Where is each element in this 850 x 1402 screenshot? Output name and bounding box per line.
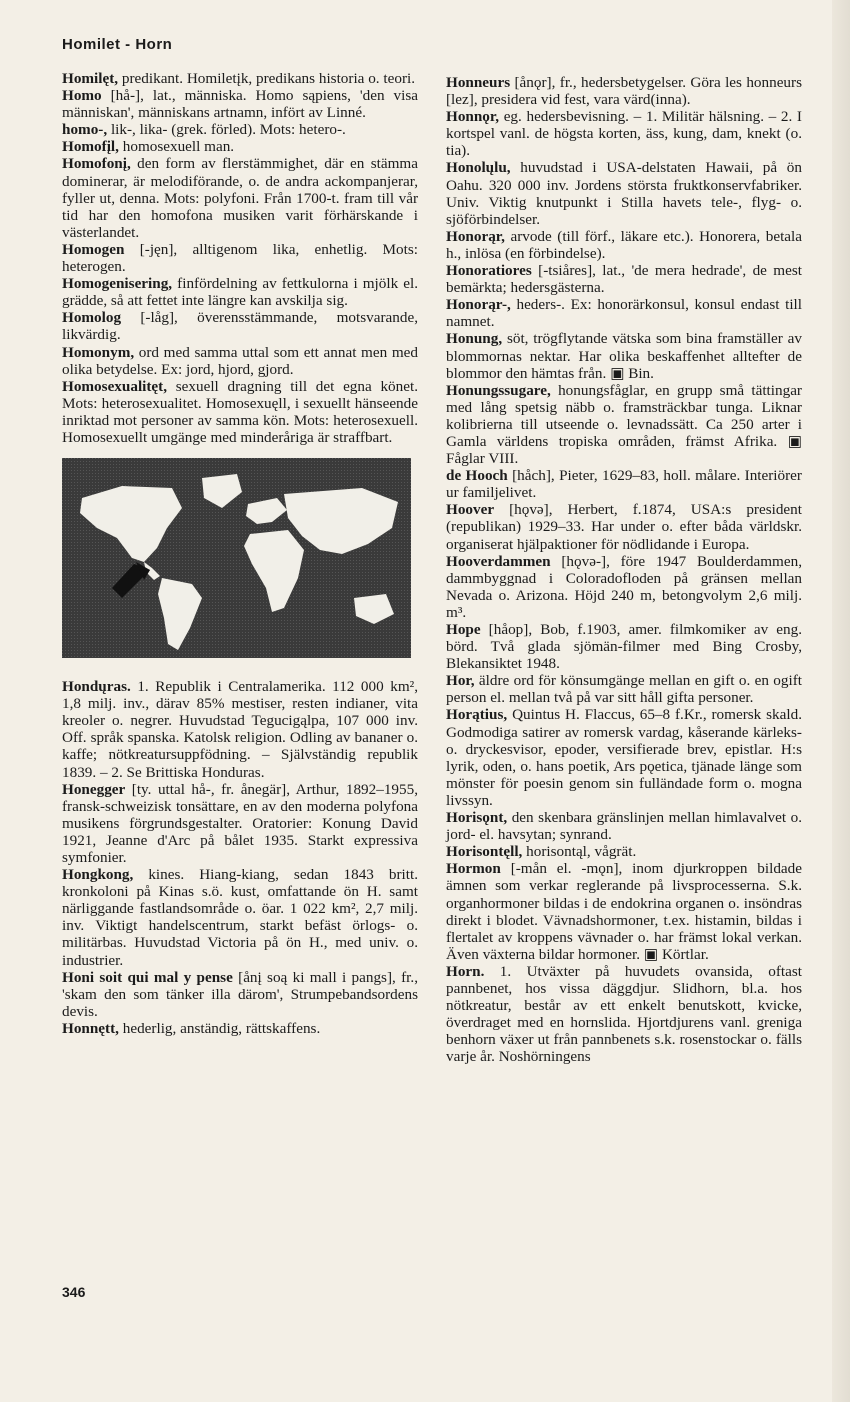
entry-definition: ord med samma uttal som ett annat men med olika betydelse. Ex: jord, hjord, gjord. [62, 343, 418, 378]
dictionary-entry [446, 843, 802, 860]
entry-headword: Honorąr-, [446, 296, 511, 314]
entry-definition: huvudstad i USA-delstaten Hawaii, på ön Oahu. 320 000 inv. Jordens största fruktkonservfabriker. Univ. Viktig knutpunkt i Stilla havets tele-, flyg- o. sjöförbindelser. [446, 159, 802, 228]
dictionary-entry [62, 87, 418, 121]
entry-headword: Homofįl, [62, 138, 119, 156]
entry-headword: Horątius, [446, 706, 508, 724]
entry-definition: [håch], Pieter, 1629–83, holl. målare. Interiörer ur familjelivet. [446, 467, 802, 502]
dictionary-entry [446, 501, 802, 552]
entry-definition: [hå-], lat., människa. Homo sąpiens, 'den visa människan', människans artnamn, infört av Linné. [62, 87, 418, 122]
dictionary-entry [62, 121, 418, 138]
dictionary-entry [62, 344, 418, 378]
running-head: Homilet - Horn [62, 36, 173, 53]
right-column [446, 74, 802, 1065]
dictionary-entry [446, 553, 802, 621]
entry-headword: Honungssugare, [446, 381, 551, 399]
entry-definition: [håop], Bob, f.1903, amer. filmkomiker av eng. börd. Två glada sjömän-filmer med Bing Crosby, Blekansiktet 1948. [446, 621, 802, 673]
dictionary-entry [62, 275, 418, 309]
entry-headword: Hongkong, [62, 866, 134, 884]
dictionary-entry [446, 706, 802, 809]
entry-definition: finfördelning av fettkulorna i mjölk el. grädde, så att fettet inte längre kan avskilja sig. [62, 275, 418, 310]
entry-headword: Hormon [446, 860, 501, 878]
dictionary-entry [62, 138, 418, 155]
entry-definition: 1. Utväxter på huvudets ovansida, oftast pannbenet, hos vissa däggdjur. Slidhorn, bl.a. hos nötkreatur, består av ett enkelt benutskott, kvicke, överdraget med en hornslida. Hjortdjurens vanl. greniga benhorn växer ut från pannbenets s.k. rosenstockar o. fälls varje år. Noshörningens [446, 962, 802, 1066]
dictionary-entry [62, 155, 418, 240]
entry-headword: Homofonį, [62, 155, 131, 173]
entry-headword: Honegger [62, 780, 126, 798]
entry-headword: Hooverdammen [446, 552, 551, 570]
entry-definition: [ånį soą ki mall i pangs], fr., 'skam den som tänker illa därom', Strumpebandsordens devis. [62, 968, 418, 1020]
dictionary-entry [446, 809, 802, 843]
dictionary-entry [62, 678, 418, 781]
dictionary-entry [62, 70, 418, 87]
entry-definition: horisontąl, vågrät. [522, 843, 637, 861]
entry-definition: 1. Republik i Centralamerika. 112 000 km², 1,8 milj. inv., därav 85% mestiser, resten indianer, vita kreoler o. negrer. Huvudstad Tegucigąlpa, 107 000 inv. Off. språk spanska. Katolsk religion. Odling av bananer o. kaffe; nötkreatursuppfödning. – Självständig republik 1839. – 2. Se Brittiska Honduras. [62, 678, 418, 781]
world-map-image [62, 458, 411, 658]
entry-headword: Honoratiores [446, 262, 532, 280]
dictionary-entry [62, 969, 418, 1020]
entry-headword: Honung, [446, 330, 503, 348]
entry-headword: de Hooch [446, 467, 508, 485]
entry-headword: Homo [62, 87, 102, 105]
entry-headword: Hondųras. [62, 678, 131, 696]
entry-headword: Honnǫr, [446, 108, 500, 126]
entry-definition: lik-, lika- (grek. förled). Mots: hetero-. [107, 121, 346, 139]
dictionary-entry [62, 241, 418, 275]
dictionary-entry [446, 228, 802, 262]
entry-headword: Honorąr, [446, 227, 505, 245]
entry-headword: Hoover [446, 501, 495, 519]
dictionary-entry [446, 159, 802, 227]
entry-headword: Honnętt, [62, 1019, 119, 1037]
entry-definition: hederlig, anständig, rättskaffens. [118, 1019, 321, 1037]
entry-headword: Homosexualitęt, [62, 377, 168, 395]
entry-definition: kines. Hiang-kiang, sedan 1843 britt. kronkoloni på Kinas s.ö. kust, omfattande ön H. samt närliggande fastlandsområde o. öar. 1 022 km², 2,7 milj. inv. Viktigt handelscentrum, starkt befäst örlogs- o. militärbas. Huvudstad Victoria på ön H., med univ. o. industrier. [62, 866, 418, 969]
dictionary-entry [62, 1020, 418, 1037]
dictionary-entry [62, 866, 418, 969]
entry-definition: heders-. Ex: honorärkonsul, konsul endast till namnet. [446, 296, 802, 331]
page-number: 346 [62, 1284, 86, 1300]
entry-headword: Honi soit qui mal y pense [62, 968, 233, 986]
entry-headword: Horisontęll, [446, 843, 523, 861]
entry-definition: predikant. Homiletįk, predikans historia o. teori. [118, 70, 416, 87]
entry-headword: Horn. [446, 962, 485, 980]
entry-definition: [-låg], överensstämmande, motsvarande, likvärdig. [62, 309, 418, 344]
dictionary-entry [446, 74, 802, 108]
entry-definition: [-jęn], alltigenom lika, enhetlig. Mots: heterogen. [62, 240, 418, 276]
entry-headword: Horisǫnt, [446, 809, 508, 827]
entry-definition: Quintus H. Flaccus, 65–8 f.Kr., romersk skald. Godmodiga satirer av romersk vardag, kåserande kärleks- o. dryckesvisor, epoder, versifierade brev, epistlar. H:s lyrik, oden, o. hans poetik, Ars pǫetica, tjänade länge som mönster för poesin genom sin fulländade form o. mogna livssyn. [446, 706, 802, 809]
entry-headword: homo-, [62, 121, 108, 139]
entry-definition: [-tsiåres], lat., 'de mera hedrade', de mest bemärkta; hedersgästerna. [446, 262, 802, 297]
dictionary-entry [446, 262, 802, 296]
entry-headword: Homogen [62, 240, 125, 258]
entry-definition: eg. hedersbevisning. – 1. Militär hälsning. – 2. I kortspel vanl. de högsta korten, äss, kung, dam, knekt (o. tia). [446, 108, 802, 160]
entry-definition: honungsfåglar, en grupp små tättingar med lång spetsig näbb o. framsträckbar tunga. Liknar kolibrierna till utseende o. levnadssätt. Ca 250 arter i Gamla världens tropiska områden, främst Afrika. ▣ Fåglar VIII. [446, 381, 802, 468]
entry-definition: [hǫvə-], före 1947 Boulderdammen, dammbyggnad i Coloradofloden på gränsen mellan Nevada o. Arizona. Höjd 240 m, betongvolym 2,6 milj. m³. [446, 552, 802, 621]
dictionary-entry [446, 467, 802, 501]
dictionary-entry [446, 621, 802, 672]
dictionary-entry [62, 309, 418, 343]
entry-definition: sexuell dragning till det egna könet. Mots: heterosexualitet. Homosexuęll, i sexuellt hänseende inriktad mot personer av samma kön. Mots: heterosexuell. Homosexuellt umgänge med minderåriga är straffbart. [62, 377, 418, 446]
world-map-graphic [62, 458, 411, 658]
entry-headword: Homogenisering, [62, 275, 173, 293]
dictionary-entry [446, 296, 802, 330]
entry-definition: [hǫvə], Herbert, f.1874, USA:s president (republikan) 1929–33. Har under o. efter båda världskr. organiserat hjälpaktioner för nödlidande i Europa. [446, 501, 802, 553]
entry-headword: Homilęt, [62, 70, 119, 87]
dictionary-entry [446, 672, 802, 706]
entry-definition: söt, trögflytande vätska som bina framställer av blommornas nektar. Har olika beskaffenhet alltefter de blommor den hämtas från. ▣ Bin. [446, 330, 802, 382]
entry-headword: Honneurs [446, 74, 511, 91]
dictionary-entry [446, 382, 802, 467]
entry-definition: äldre ord för könsumgänge mellan en gift o. en ogift person el. mellan två på var sitt håll gifta personer. [446, 672, 802, 707]
dictionary-entry [446, 108, 802, 159]
dictionary-entry [62, 378, 418, 446]
entry-definition: den form av flerstämmighet, där en stämma dominerar, är melodiförande, o. de andra ackompanjerar, fyller ut, denna. Mots: polyfoni. Från 1700-t. fram till vår tid har den homofona musiken varit förhärskande i västerlandet. [62, 155, 418, 241]
entry-headword: Hor, [446, 672, 475, 690]
entry-definition: [ty. uttal hå-, fr. ånegär], Arthur, 1892–1955, fransk-schweizisk tonsättare, en av den moderna polyfona musikens förgrundsgestalter. Oratorier: Konung David 1921, Jeanne d'Arc på bålet 1935. Starkt expressiva symfonier. [62, 780, 418, 866]
page-edge [832, 0, 850, 1402]
entry-definition: [-mån el. -mǫn], inom djurkroppen bildade ämnen som verkar reglerande på livsprocesserna. S.k. organhormoner bildas i de endokrina organen o. insöndras direkt i blodet. Vävnadshormoner, t.ex. histamin, bildas i flertalet av kroppens vävnader o. har främst lokal verkan. Även växterna bildar hormoner. ▣ Körtlar. [446, 860, 802, 963]
entry-headword: Homolog [62, 309, 122, 327]
entry-definition: [ånǫr], fr., hedersbetygelser. Göra les honneurs [lez], presidera vid fest, vara värd(inna). [446, 74, 802, 109]
left-column [62, 70, 418, 1037]
dictionary-entry [62, 781, 418, 866]
entry-definition: homosexuell man. [118, 138, 235, 156]
entry-headword: Hope [446, 621, 481, 638]
entry-definition: den skenbara gränslinjen mellan himlavalvet o. jord- el. havsytan; synrand. [446, 809, 802, 844]
entry-definition: arvode (till förf., läkare etc.). Honorera, betala h., inlösa (en förbindelse). [446, 227, 802, 262]
dictionary-entry [446, 860, 802, 963]
dictionary-entry [446, 330, 802, 381]
dictionary-entry [446, 963, 802, 1066]
entry-headword: Honolųlu, [446, 159, 511, 177]
entry-headword: Homonym, [62, 343, 135, 361]
